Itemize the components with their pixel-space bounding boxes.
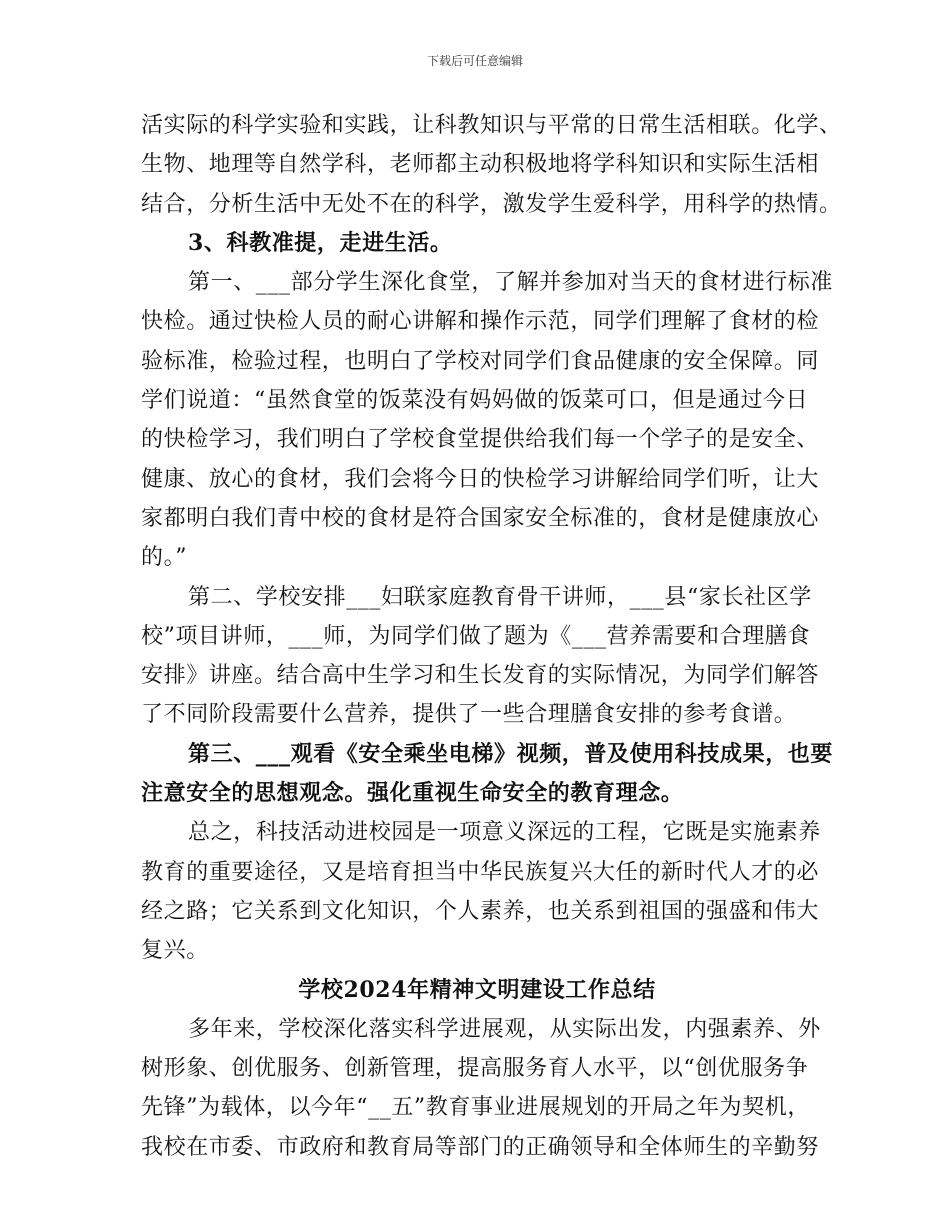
paragraph-line: 安排》讲座。结合高中生学习和生长发育的实际情况，为同学们解答	[141, 663, 820, 689]
paragraph-line: 先锋”为载体，以今年“__五”教育事业进展规划的开局之年为契机，	[141, 1095, 810, 1121]
paragraph-line: 总之，科技活动进校园是一项意义深远的工程，它既是实施素养	[188, 820, 821, 846]
paragraph-line: 树形象、创优服务、创新管理，提高服务育人水平，以“创优服务争	[141, 1056, 809, 1082]
paragraph-line: 健康、放心的食材，我们会将今日的快检学习讲解给同学们听，让大	[141, 466, 820, 492]
paragraph-line: 校”项目讲师，___师，为同学们做了题为《___营养需要和合理膳食	[141, 623, 811, 649]
document-body	[141, 106, 842, 1167]
page-header-note: 下载后可任意编辑	[426, 54, 523, 68]
section-heading: 3、科教准提，走进生活。	[188, 229, 453, 256]
document-title: 学校2024年精神文明建设工作总结	[298, 976, 656, 1003]
paragraph-line: 经之路；它关系到文化知识，个人素养，也关系到祖国的强盛和伟大	[141, 898, 820, 924]
bold-paragraph-line: 注意安全的思想观念。强化重视生命安全的教育理念。	[141, 780, 684, 807]
paragraph-line: 学们说道：“虽然食堂的饭菜没有妈妈做的饭菜可口，但是通过今日	[141, 388, 809, 414]
paragraph-line: 活实际的科学实验和实践，让科教知识与平常的日常生活相联。化学、	[141, 113, 842, 138]
paragraph-line: 家都明白我们青中校的食材是符合国家安全标准的，食材是健康放心	[141, 505, 820, 531]
paragraph-line: 教育的重要途径，又是培育担当中华民族复兴大任的新时代人才的必	[141, 859, 820, 885]
paragraph-line: 结合，分析生活中无处不在的科学，激发学生爱科学，用科学的热情。	[141, 191, 842, 217]
paragraph-line: 快检。通过快检人员的耐心讲解和操作示范，同学们理解了食材的检	[141, 309, 820, 335]
paragraph-line: 的。”	[141, 545, 188, 571]
paragraph-line: 多年来，学校深化落实科学进展观，从实际出发，内强素养、外	[188, 1016, 821, 1042]
paragraph-line: 验标准，检验过程，也明白了学校对同学们食品健康的安全保障。同	[141, 348, 820, 374]
paragraph-line: 的快检学习，我们明白了学校食堂提供给我们每一个学子的是安全、	[141, 427, 820, 453]
paragraph-line: 生物、地理等自然学科，老师都主动积极地将学科知识和实际生活相	[141, 152, 820, 178]
paragraph-line: 了不同阶段需要什么营养，提供了一些合理膳食安排的参考食谱。	[141, 702, 797, 728]
paragraph-line: 第一、___部分学生深化食堂，了解并参加对当天的食材进行标准	[188, 270, 834, 296]
paragraph-line: 第二、学校安排___妇联家庭教育骨干讲师，___县“家长社区学	[188, 584, 812, 610]
paragraph-line: 我校在市委、市政府和教育局等部门的正确领导和全体师生的辛勤努	[141, 1134, 820, 1160]
bold-paragraph-line: 第三、___观看《安全乘坐电梯》视频，普及使用科技成果，也要	[188, 740, 834, 767]
paragraph-line: 复兴。	[141, 938, 209, 964]
